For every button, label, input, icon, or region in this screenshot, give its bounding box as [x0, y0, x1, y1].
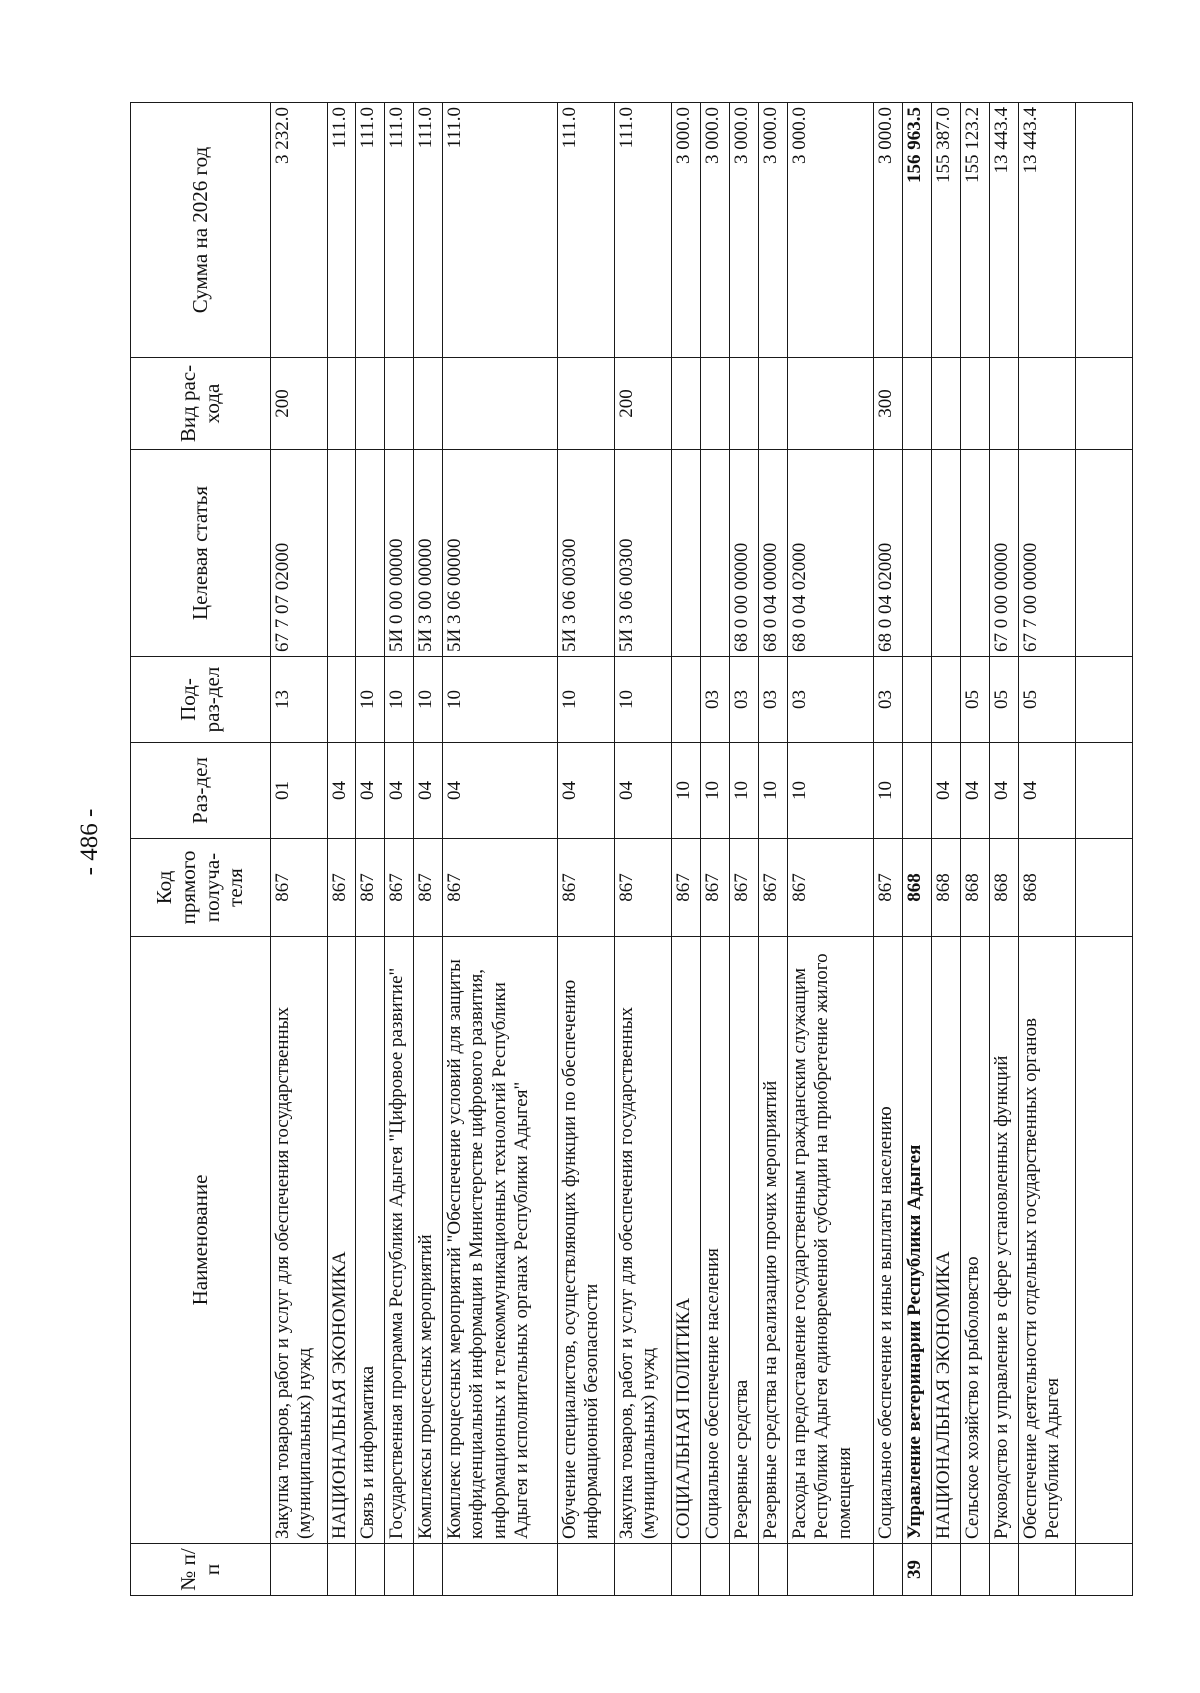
row-subsection: 05	[961, 657, 990, 743]
row-sum-2026: 3 000.0	[788, 103, 874, 358]
table-row	[615, 103, 672, 1596]
row-expense-type	[414, 358, 443, 450]
row-recipient-code: 868	[903, 839, 932, 937]
empty-cell	[1076, 450, 1133, 657]
row-name: Резервные средства на реализацию прочих мероприятий	[759, 937, 788, 1544]
row-sum-2026: 3 000.0	[701, 103, 730, 358]
row-section: 04	[615, 743, 672, 839]
row-sum-2026: 111.0	[385, 103, 414, 358]
table-row	[356, 103, 385, 1596]
budget-table-rotated	[130, 103, 1133, 1596]
table-row	[874, 103, 903, 1596]
row-name: Закупка товаров, работ и услуг для обеспечения государственных (муниципальных) нужд	[271, 937, 328, 1544]
row-recipient-code: 867	[356, 839, 385, 937]
header-num: № п/п	[131, 1544, 271, 1596]
empty-cell	[1076, 103, 1133, 358]
header-expense: Вид рас-хода	[131, 358, 271, 450]
row-expense-type	[328, 358, 356, 450]
row-section: 10	[672, 743, 701, 839]
row-num	[701, 1544, 730, 1596]
row-sum-2026: 3 000.0	[672, 103, 701, 358]
row-target-article: 5И 3 00 00000	[414, 450, 443, 657]
row-expense-type	[788, 358, 874, 450]
row-recipient-code: 867	[271, 839, 328, 937]
empty-cell	[1076, 743, 1133, 839]
row-sum-2026: 111.0	[443, 103, 558, 358]
row-subsection: 03	[730, 657, 759, 743]
row-num	[385, 1544, 414, 1596]
row-expense-type	[701, 358, 730, 450]
row-sum-2026: 13 443.4	[1019, 103, 1076, 358]
row-target-article: 67 0 00 00000	[990, 450, 1019, 657]
row-expense-type	[672, 358, 701, 450]
table-row	[271, 103, 328, 1596]
row-expense-type	[961, 358, 990, 450]
row-recipient-code: 867	[558, 839, 615, 937]
row-expense-type	[730, 358, 759, 450]
row-target-article: 67 7 00 00000	[1019, 450, 1076, 657]
table-row	[672, 103, 701, 1596]
row-section: 04	[990, 743, 1019, 839]
table-row	[385, 103, 414, 1596]
row-sum-2026: 111.0	[414, 103, 443, 358]
empty-cell	[1076, 839, 1133, 937]
row-num	[990, 1544, 1019, 1596]
empty-cell	[1076, 657, 1133, 743]
row-recipient-code: 867	[672, 839, 701, 937]
row-section: 04	[961, 743, 990, 839]
row-sum-2026: 111.0	[328, 103, 356, 358]
row-name: Государственная программа Республики Адыгея "Цифровое развитие"	[385, 937, 414, 1544]
row-subsection: 03	[788, 657, 874, 743]
row-recipient-code: 867	[615, 839, 672, 937]
row-sum-2026: 111.0	[356, 103, 385, 358]
row-num	[788, 1544, 874, 1596]
row-recipient-code: 867	[385, 839, 414, 937]
row-recipient-code: 868	[1019, 839, 1076, 937]
row-subsection	[672, 657, 701, 743]
row-expense-type	[903, 358, 932, 450]
row-target-article: 5И 0 00 00000	[385, 450, 414, 657]
row-target-article	[328, 450, 356, 657]
table-body	[271, 103, 1133, 1596]
table-filler-row	[1076, 103, 1133, 1596]
row-name: Руководство и управление в сфере установленных функций	[990, 937, 1019, 1544]
row-sum-2026: 3 232.0	[271, 103, 328, 358]
row-subsection	[328, 657, 356, 743]
row-section	[903, 743, 932, 839]
table-row	[558, 103, 615, 1596]
row-section: 04	[932, 743, 961, 839]
row-section: 01	[271, 743, 328, 839]
row-expense-type	[443, 358, 558, 450]
row-subsection: 13	[271, 657, 328, 743]
header-subsection: Под-раз-дел	[131, 657, 271, 743]
row-expense-type: 200	[615, 358, 672, 450]
row-name: Управление ветеринарии Республики Адыгея	[903, 937, 932, 1544]
header-target: Целевая статья	[131, 450, 271, 657]
table-row	[443, 103, 558, 1596]
row-section: 04	[558, 743, 615, 839]
row-name: Социальное обеспечение и иные выплаты населению	[874, 937, 903, 1544]
row-num	[271, 1544, 328, 1596]
row-recipient-code: 867	[414, 839, 443, 937]
table-row	[903, 103, 932, 1596]
row-section: 04	[385, 743, 414, 839]
row-num	[730, 1544, 759, 1596]
row-sum-2026: 155 387.0	[932, 103, 961, 358]
row-sum-2026: 13 443.4	[990, 103, 1019, 358]
row-target-article	[903, 450, 932, 657]
row-subsection: 03	[874, 657, 903, 743]
row-target-article	[961, 450, 990, 657]
row-name: Связь и информатика	[356, 937, 385, 1544]
row-target-article: 68 0 04 00000	[759, 450, 788, 657]
row-name: Закупка товаров, работ и услуг для обеспечения государственных (муниципальных) нужд	[615, 937, 672, 1544]
row-num	[1019, 1544, 1076, 1596]
header-name: Наименование	[131, 937, 271, 1544]
empty-cell	[1076, 1544, 1133, 1596]
row-recipient-code: 867	[730, 839, 759, 937]
row-recipient-code: 867	[328, 839, 356, 937]
table-row	[701, 103, 730, 1596]
row-subsection	[903, 657, 932, 743]
row-num	[558, 1544, 615, 1596]
row-target-article: 5И 3 06 00000	[443, 450, 558, 657]
row-name: НАЦИОНАЛЬНАЯ ЭКОНОМИКА	[328, 937, 356, 1544]
table-row	[759, 103, 788, 1596]
row-subsection: 10	[615, 657, 672, 743]
row-expense-type	[932, 358, 961, 450]
row-name: Расходы на предоставление государственным гражданским служащим Республики Адыгея единовременной субсидии на приобретение жилого помещения	[788, 937, 874, 1544]
row-target-article: 68 0 00 00000	[730, 450, 759, 657]
row-recipient-code: 867	[701, 839, 730, 937]
row-recipient-code: 868	[990, 839, 1019, 937]
row-recipient-code: 867	[788, 839, 874, 937]
row-num	[874, 1544, 903, 1596]
row-subsection: 10	[356, 657, 385, 743]
row-section: 10	[874, 743, 903, 839]
row-expense-type	[1019, 358, 1076, 450]
row-num	[443, 1544, 558, 1596]
row-sum-2026: 111.0	[558, 103, 615, 358]
page-number: - 486 -	[76, 808, 103, 876]
row-name: Комплекс процессных мероприятий "Обеспечение условий для защиты конфиденциальной информации в Министерстве цифрового развития, информационных и телекоммуникационных технологий Республики Адыгея и исполнительных органах Республики Адыгея"	[443, 937, 558, 1544]
row-expense-type	[759, 358, 788, 450]
row-name: НАЦИОНАЛЬНАЯ ЭКОНОМИКА	[932, 937, 961, 1544]
row-section: 04	[356, 743, 385, 839]
row-section: 04	[1019, 743, 1076, 839]
row-num	[961, 1544, 990, 1596]
row-expense-type	[558, 358, 615, 450]
row-subsection: 10	[414, 657, 443, 743]
row-name: Резервные средства	[730, 937, 759, 1544]
row-target-article	[672, 450, 701, 657]
row-name: Обучение специалистов, осуществляющих функции по обеспечению информационной безопасности	[558, 937, 615, 1544]
row-subsection: 05	[1019, 657, 1076, 743]
row-subsection: 10	[558, 657, 615, 743]
row-expense-type	[356, 358, 385, 450]
table-row	[730, 103, 759, 1596]
row-expense-type: 300	[874, 358, 903, 450]
row-num	[615, 1544, 672, 1596]
row-target-article: 67 7 07 02000	[271, 450, 328, 657]
table-row	[1019, 103, 1076, 1596]
row-target-article	[932, 450, 961, 657]
row-section: 10	[788, 743, 874, 839]
row-subsection: 03	[701, 657, 730, 743]
header-section: Раз-дел	[131, 743, 271, 839]
row-name: СОЦИАЛЬНАЯ ПОЛИТИКА	[672, 937, 701, 1544]
table-row	[328, 103, 356, 1596]
row-section: 10	[730, 743, 759, 839]
table-row	[961, 103, 990, 1596]
row-expense-type	[990, 358, 1019, 450]
row-recipient-code: 868	[932, 839, 961, 937]
row-target-article: 68 0 04 02000	[874, 450, 903, 657]
row-num	[932, 1544, 961, 1596]
row-expense-type	[385, 358, 414, 450]
row-sum-2026: 111.0	[615, 103, 672, 358]
row-sum-2026: 155 123.2	[961, 103, 990, 358]
row-sum-2026: 156 963.5	[903, 103, 932, 358]
empty-cell	[1076, 937, 1133, 1544]
table-row	[990, 103, 1019, 1596]
table-row	[788, 103, 874, 1596]
row-section: 04	[328, 743, 356, 839]
row-num	[356, 1544, 385, 1596]
row-subsection: 03	[759, 657, 788, 743]
row-recipient-code: 867	[874, 839, 903, 937]
row-target-article: 5И 3 06 00300	[615, 450, 672, 657]
header-sum: Сумма на 2026 год	[131, 103, 271, 358]
row-target-article: 5И 3 06 00300	[558, 450, 615, 657]
row-recipient-code: 868	[961, 839, 990, 937]
row-num	[328, 1544, 356, 1596]
row-subsection	[932, 657, 961, 743]
row-subsection: 10	[443, 657, 558, 743]
table-row	[414, 103, 443, 1596]
row-target-article	[701, 450, 730, 657]
row-section: 10	[759, 743, 788, 839]
row-recipient-code: 867	[443, 839, 558, 937]
row-subsection: 10	[385, 657, 414, 743]
table-row	[932, 103, 961, 1596]
header-recipient: Код прямого получа-теля	[131, 839, 271, 937]
row-name: Сельское хозяйство и рыболовство	[961, 937, 990, 1544]
row-target-article: 68 0 04 02000	[788, 450, 874, 657]
row-sum-2026: 3 000.0	[874, 103, 903, 358]
row-sum-2026: 3 000.0	[759, 103, 788, 358]
row-num	[759, 1544, 788, 1596]
row-name: Социальное обеспечение населения	[701, 937, 730, 1544]
row-recipient-code: 867	[759, 839, 788, 937]
table-header-row	[131, 103, 271, 1596]
row-section: 04	[414, 743, 443, 839]
row-section: 10	[701, 743, 730, 839]
row-num	[672, 1544, 701, 1596]
row-subsection: 05	[990, 657, 1019, 743]
row-num: 39	[903, 1544, 932, 1596]
budget-table	[130, 102, 1133, 1596]
row-num	[414, 1544, 443, 1596]
row-expense-type: 200	[271, 358, 328, 450]
row-target-article	[356, 450, 385, 657]
empty-cell	[1076, 358, 1133, 450]
row-sum-2026: 3 000.0	[730, 103, 759, 358]
row-section: 04	[443, 743, 558, 839]
row-name: Обеспечение деятельности отдельных государственных органов Республики Адыгея	[1019, 937, 1076, 1544]
row-name: Комплексы процессных мероприятий	[414, 937, 443, 1544]
